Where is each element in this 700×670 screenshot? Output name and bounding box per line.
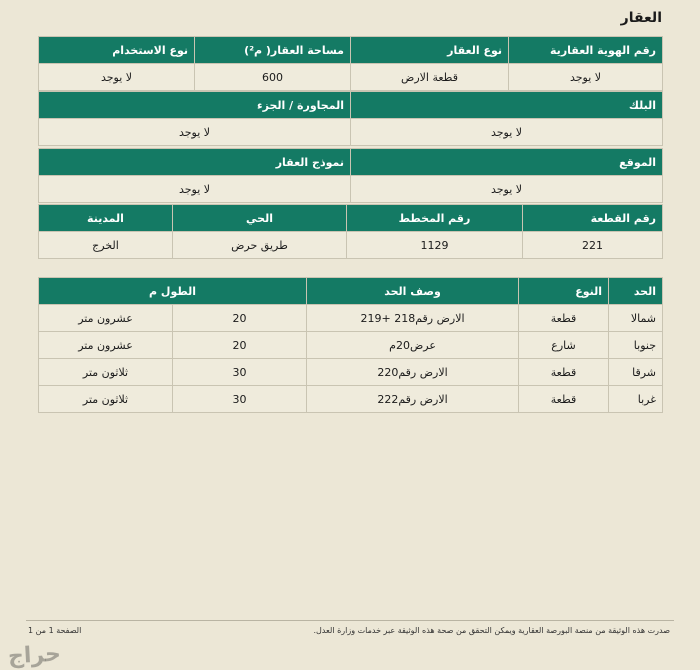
plot-city-table (38, 204, 663, 259)
value-scheme-number: 1129 (347, 232, 523, 259)
cell-type: قطعة (519, 386, 609, 413)
boundaries-table (38, 277, 663, 413)
value-plot-number: 221 (523, 232, 663, 259)
header-area: مساحة العقار( م²) (195, 37, 351, 64)
cell-length: 20 (173, 332, 307, 359)
cell-length: 30 (173, 386, 307, 413)
header-usage-type: نوع الاستخدام (39, 37, 195, 64)
value-location: لا يوجد (351, 176, 663, 203)
cell-description: الارض رقم222 (307, 386, 519, 413)
table-row (39, 305, 663, 332)
cell-length-text: ثلاثون متر (39, 359, 173, 386)
header-boundary-description: وصف الحد (307, 278, 519, 305)
cell-length-text: عشرون متر (39, 305, 173, 332)
block-neighborhood-table (38, 91, 663, 146)
value-neighborhood-part: لا يوجد (39, 119, 351, 146)
table-row (39, 386, 663, 413)
header-length: الطول م (39, 278, 307, 305)
value-district: طريق حرض (173, 232, 347, 259)
cell-length: 20 (173, 305, 307, 332)
cell-description: الارض رقم218 +219 (307, 305, 519, 332)
header-type: النوع (519, 278, 609, 305)
value-identity-number: لا يوجد (509, 64, 663, 91)
cell-side: جنوبا (609, 332, 663, 359)
header-plot-number: رقم القطعة (523, 205, 663, 232)
value-property-type: قطعة الارض (351, 64, 509, 91)
section-title: العقار (620, 10, 662, 26)
table-row (39, 359, 663, 386)
cell-side: غربا (609, 386, 663, 413)
value-area: 600 (195, 64, 351, 91)
location-model-table (38, 148, 663, 203)
header-location: الموقع (351, 149, 663, 176)
header-block: البلك (351, 92, 663, 119)
header-boundary: الحد (609, 278, 663, 305)
header-neighborhood-part: المجاورة / الجزء (39, 92, 351, 119)
page-number: الصفحة 1 من 1 (28, 626, 82, 635)
cell-description: عرض20م (307, 332, 519, 359)
cell-type: قطعة (519, 359, 609, 386)
value-city: الخرج (39, 232, 173, 259)
cell-length-text: ثلاثون متر (39, 386, 173, 413)
header-district: الحي (173, 205, 347, 232)
cell-length-text: عشرون متر (39, 332, 173, 359)
table-row (39, 332, 663, 359)
value-block: لا يوجد (351, 119, 663, 146)
cell-side: شمالا (609, 305, 663, 332)
header-city: المدينة (39, 205, 173, 232)
header-property-type: نوع العقار (351, 37, 509, 64)
footer-divider (26, 620, 674, 622)
property-info-table (38, 36, 663, 91)
header-identity-number: رقم الهوية العقارية (509, 37, 663, 64)
cell-length: 30 (173, 359, 307, 386)
cell-description: الارض رقم220 (307, 359, 519, 386)
cell-type: قطعة (519, 305, 609, 332)
cell-type: شارع (519, 332, 609, 359)
watermark-logo: حراج (7, 641, 62, 670)
verification-note: صدرت هذه الوثيقة من منصة البورصة العقارية ويمكن التحقق من صحة هذه الوثيقة عبر خدمات وزارة العدل. (313, 626, 670, 635)
cell-side: شرقا (609, 359, 663, 386)
value-property-model: لا يوجد (39, 176, 351, 203)
value-usage-type: لا يوجد (39, 64, 195, 91)
header-property-model: نموذج العقار (39, 149, 351, 176)
header-scheme-number: رقم المخطط (347, 205, 523, 232)
